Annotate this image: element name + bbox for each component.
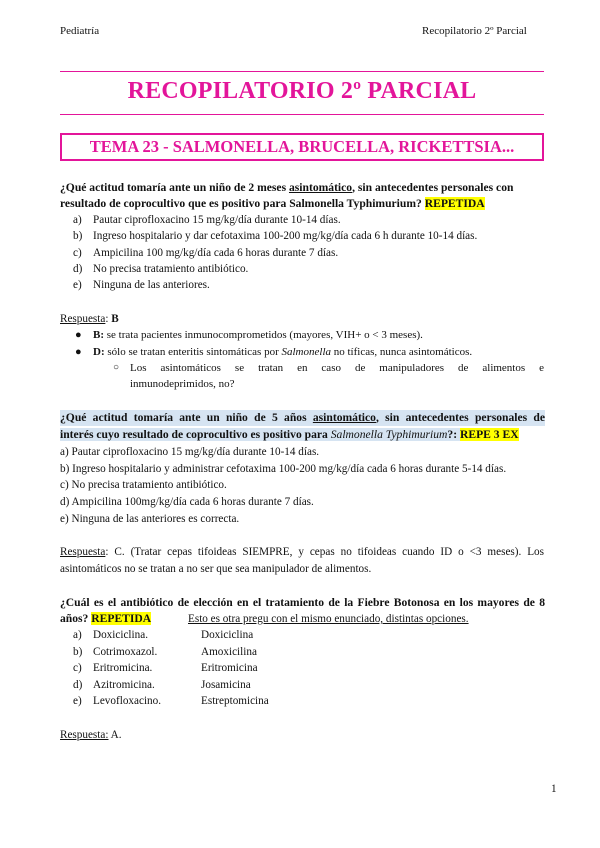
q1-option-c: c) Ampicilina 100 mg/kg/día cada 6 horas durante 7 días.	[73, 247, 339, 259]
header-left: Pediatría	[60, 25, 100, 37]
q3-answer: Respuesta: A.	[60, 729, 122, 741]
q1-line2: resultado de coprocultivo que es positivo para Salmonella Typhimurium? REPETIDA	[60, 197, 485, 210]
q1-sub-line1: Los asintomáticos se tratan en caso de manipuladores de alimentos e	[130, 362, 544, 374]
q1-answer: Respuesta: B	[60, 313, 119, 325]
q2-answer-line2: asintomáticos no se tratan a no ser que sea manipulador de alimentos.	[60, 563, 372, 575]
repetida-badge: REPETIDA	[91, 612, 152, 625]
q3-line1: ¿Cuál es el antibiótico de elección en el tratamiento de la Fiebre Botonosa en los mayores de 8	[60, 596, 545, 609]
q1-asint: asintomático	[288, 181, 353, 194]
q3-line2: años? REPETIDA	[60, 612, 152, 625]
q3-alt-e: Estreptomicina	[201, 695, 269, 707]
q2-option-d: d) Ampicilina 100mg/kg/día cada 6 horas durante 7 días.	[60, 496, 314, 508]
q3-alt-a: Doxiciclina	[201, 629, 254, 641]
repetida-badge: REPETIDA	[424, 197, 485, 210]
repe-3-ex-badge: REPE 3 EX	[459, 428, 519, 441]
bullet-icon: ●	[75, 329, 82, 341]
q1-sub-line2: inmunodeprimidos, no?	[130, 378, 235, 390]
q3-option-d: d) Azitromicina.	[73, 679, 155, 691]
bullet-icon: ●	[75, 346, 82, 358]
q3-option-c: c) Eritromicina.	[73, 662, 153, 674]
page-number: 1	[551, 783, 557, 795]
tema-heading: TEMA 23 - SALMONELLA, BRUCELLA, RICKETTSIA...	[60, 133, 544, 161]
q3-option-a: a) Doxiciclina.	[73, 629, 148, 641]
q2-option-e: e) Ninguna de las anteriores es correcta.	[60, 513, 240, 525]
q1-bullet-b: B: se trata pacientes inmunocomprometidos (mayores, VIH+ o < 3 meses).	[93, 329, 423, 341]
q1-bullet-d: D: sólo se tratan enteritis sintomáticas por Salmonella no tíficas, nunca asintomáticos.	[93, 346, 473, 358]
q2-option-a: a) Pautar ciprofloxacino 15 mg/kg/día durante 10-14 días.	[60, 446, 320, 458]
q3-alt-b: Amoxicilina	[201, 646, 257, 658]
q1-option-a: a) Pautar ciprofloxacino 15 mg/kg/día durante 10-14 días.	[73, 214, 341, 226]
q1-option-e: e) Ninguna de las anteriores.	[73, 279, 210, 291]
page-title: RECOPILATORIO 2º PARCIAL	[127, 78, 477, 104]
q2-answer-line1: Respuesta: C. (Tratar cepas tifoideas SIEMPRE, y cepas no tifoideas cuando ID o <3 meses). Los	[60, 546, 544, 558]
q3-note: Esto es otra pregu con el mismo enunciado, distintas opciones.	[188, 613, 469, 625]
q1-line1: ¿Qué actitud tomaría ante un niño de 2 meses asintomático, sin antecedentes personales con	[60, 181, 514, 194]
q1-option-b: b) Ingreso hospitalario y dar cefotaxima 100-200 mg/kg/día cada 6 h durante 10-14 días.	[73, 230, 478, 242]
circle-bullet-icon: ○	[113, 362, 120, 373]
q3-option-b: b) Cotrimoxazol.	[73, 646, 158, 658]
q3-alt-d: Josamicina	[201, 679, 251, 691]
q2-option-b: b) Ingreso hospitalario y administrar cefotaxima 100-200 mg/kg/día cada 6 horas durante 5-14 días.	[60, 463, 507, 475]
q2-line1: ¿Qué actitud tomaría ante un niño de 5 años asintomático, sin antecedentes personales de	[60, 411, 545, 424]
q2-option-c: c) No precisa tratamiento antibiótico.	[60, 479, 227, 491]
title-rule-top	[60, 71, 544, 72]
title-rule-bottom	[60, 114, 544, 115]
q2-line2: interés cuyo resultado de coprocultivo es positivo para Salmonella Typhimurium?: REPE 3 EX	[60, 428, 519, 441]
q1-option-d: d) No precisa tratamiento antibiótico.	[73, 263, 249, 275]
header-right: Recopilatorio 2º Parcial	[422, 25, 527, 37]
q3-alt-c: Eritromicina	[201, 662, 258, 674]
q3-option-e: e) Levofloxacino.	[73, 695, 162, 707]
